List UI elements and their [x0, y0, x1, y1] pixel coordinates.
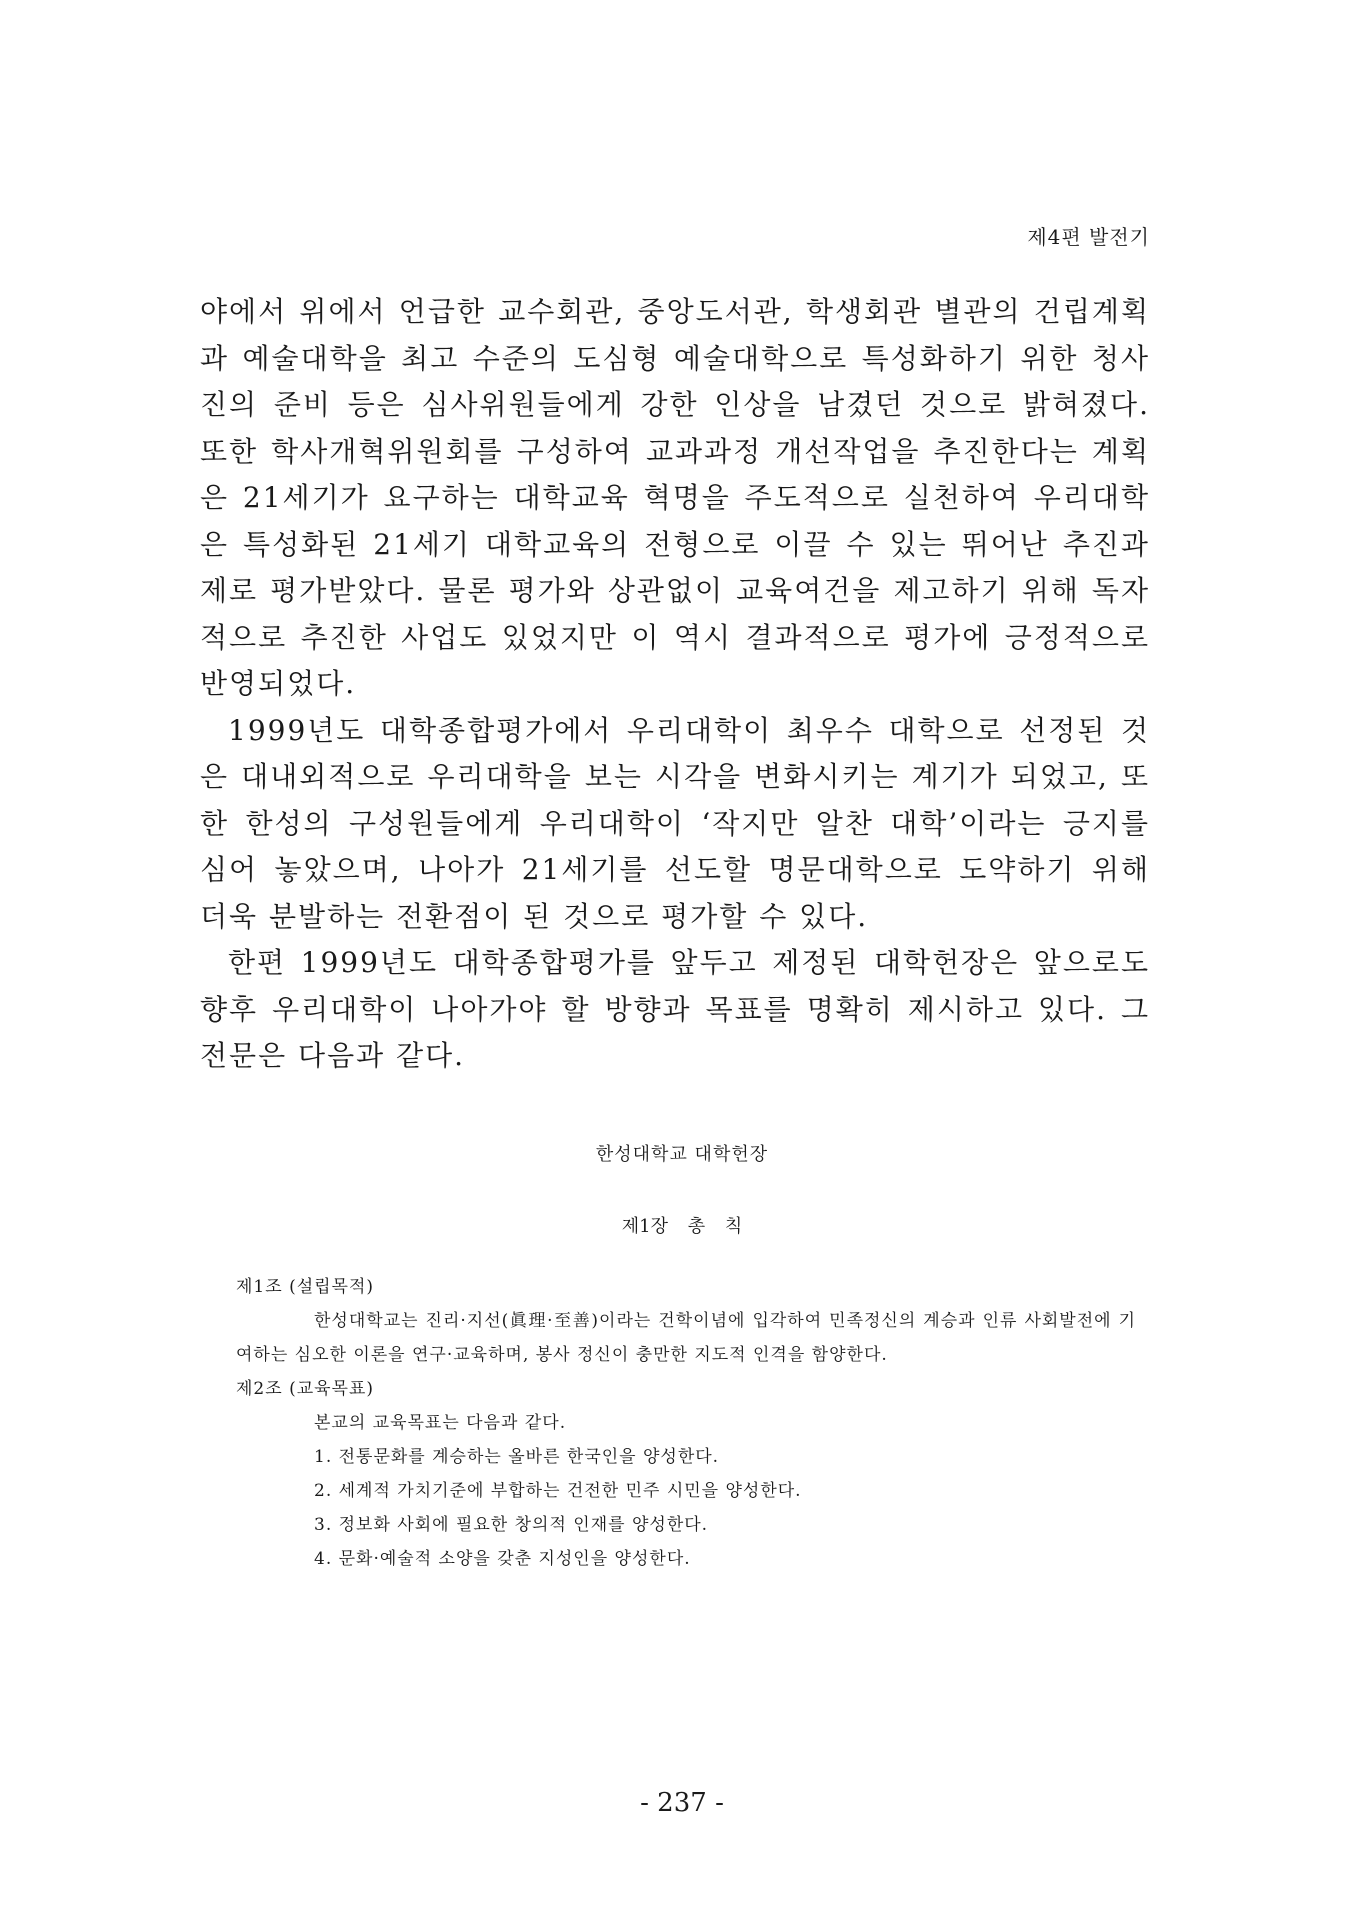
- chapter-title: 제1장 총 칙: [621, 1216, 743, 1237]
- body-paragraph: 한편 1999년도 대학종합평가를 앞두고 제정된 대학헌장은 앞으로도 향후 우리대학이 나아가야 할 방향과 목표를 명확히 제시하고 있다. 그 전문은 다음과 같다.: [200, 946, 1150, 1072]
- goal-list-item: 3. 정보화 사회에 필요한 창의적 인재를 양성한다.: [314, 1515, 709, 1535]
- main-body-text: [200, 289, 1150, 1080]
- body-paragraph: 1999년도 대학종합평가에서 우리대학이 최우수 대학으로 선정된 것은 대내외적으로 우리대학을 보는 시각을 변화시키는 계기가 되었고, 또한 한성의 구성원들에게 우리대학이 ‘작지만 알찬 대학’이라는 긍지를 심어 놓았으며, 나아가 21세기를 선도할 명문대학으로 도약하기 위해 더욱 분발하는 전환점이 된 것으로 평가할 수 있다.: [200, 713, 1150, 933]
- article-heading: 제1조 (설립목적): [236, 1277, 375, 1297]
- article-heading: 제2조 (교육목표): [236, 1379, 375, 1399]
- running-header: 제4편 발전기: [1027, 225, 1150, 249]
- body-paragraph: 야에서 위에서 언급한 교수회관, 중앙도서관, 학생회관 별관의 건립계획과 예술대학을 최고 수준의 도심형 예술대학으로 특성화하기 위한 청사진의 준비 등은 심사위원들에게 강한 인상을 남겼던 것으로 밝혀졌다. 또한 학사개혁위원회를 구성하여 교과과정 개선작업을 추진한다는 계획은 21세기가 요구하는 대학교육 혁명을 주도적으로 실천하여 우리대학은 특성화된 21세기 대학교육의 전형으로 이끌 수 있는 뛰어난 추진과제로 평가받았다. 물론 평가와 상관없이 교육여건을 제고하기 위해 독자적으로 추진한 사업도 있었지만 이 역시 결과적으로 평가에 긍정적으로 반영되었다.: [200, 295, 1150, 700]
- article-text: 한성대학교는 진리·지선(眞理·至善)이라는 건학이념에 입각하여 민족정신의 계승과 인류 사회발전에 기여하는 심오한 이론을 연구·교육하며, 봉사 정신이 충만한 지도적 인격을 함양한다.: [236, 1311, 1136, 1365]
- goal-list-item: 1. 전통문화를 계승하는 올바른 한국인을 양성한다.: [314, 1447, 720, 1467]
- goal-list-item: 4. 문화·예술적 소양을 갖춘 지성인을 양성한다.: [314, 1549, 691, 1569]
- charter-title: 한성대학교 대학헌장: [595, 1144, 769, 1165]
- page-number: - 237 -: [640, 1788, 724, 1818]
- article-intro: 본교의 교육목표는 다음과 같다.: [314, 1413, 567, 1433]
- charter-body: [236, 1270, 1136, 1576]
- goal-list-item: 2. 세계적 가치기준에 부합하는 건전한 민주 시민을 양성한다.: [314, 1481, 802, 1501]
